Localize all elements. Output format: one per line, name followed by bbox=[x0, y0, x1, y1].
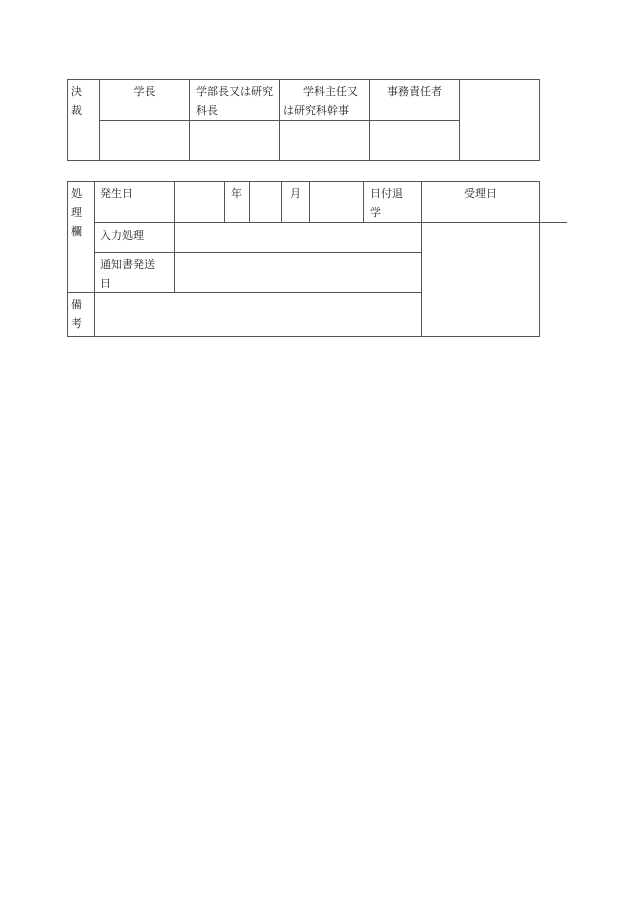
month-label: 月 bbox=[290, 187, 301, 200]
processing-side-label-char: 理 bbox=[71, 206, 82, 219]
remarks-side-label-char: 備 bbox=[71, 298, 82, 311]
input-processing-field[interactable] bbox=[175, 223, 421, 252]
approval-side-label-char: 決 bbox=[71, 85, 82, 98]
approval-extra-column bbox=[460, 80, 539, 160]
remarks-field[interactable] bbox=[95, 293, 421, 336]
received-date-label: 受理日 bbox=[464, 187, 497, 200]
notice-sent-date-field[interactable] bbox=[175, 253, 421, 292]
notice-sent-date-label: 通知書発送日 bbox=[100, 258, 155, 290]
withdrawal-date-label: 日付退学 bbox=[370, 187, 403, 219]
occurrence-year-field[interactable] bbox=[175, 182, 224, 222]
approval-header-department-chair: 学科主任又は研究科幹事 bbox=[283, 85, 358, 117]
occurrence-month-field[interactable] bbox=[250, 182, 281, 222]
remarks-side-label bbox=[68, 293, 94, 336]
stamp-box-office-manager[interactable] bbox=[370, 121, 459, 160]
received-date-stamp-area[interactable] bbox=[422, 223, 539, 336]
approval-side-label-char: 裁 bbox=[71, 104, 82, 117]
approval-header-office-manager: 事務責任者 bbox=[387, 85, 442, 98]
occurrence-date-label: 発生日 bbox=[100, 187, 133, 200]
input-processing-label: 入力処理 bbox=[100, 229, 144, 242]
stamp-box-department-chair[interactable] bbox=[280, 121, 369, 160]
processing-side-label-char: 欄 bbox=[71, 225, 82, 238]
stamp-box-president[interactable] bbox=[100, 121, 189, 160]
approval-header-president: 学長 bbox=[133, 85, 156, 98]
occurrence-day-field[interactable] bbox=[310, 182, 363, 222]
approval-header-dean: 学部長又は研究科長 bbox=[196, 85, 273, 117]
processing-side-label bbox=[68, 182, 94, 292]
year-label: 年 bbox=[231, 187, 242, 200]
processing-side-label-char: 処 bbox=[71, 187, 82, 200]
stamp-box-dean[interactable] bbox=[190, 121, 279, 160]
remarks-side-label-char: 考 bbox=[71, 317, 82, 330]
approval-side-label bbox=[68, 80, 99, 120]
